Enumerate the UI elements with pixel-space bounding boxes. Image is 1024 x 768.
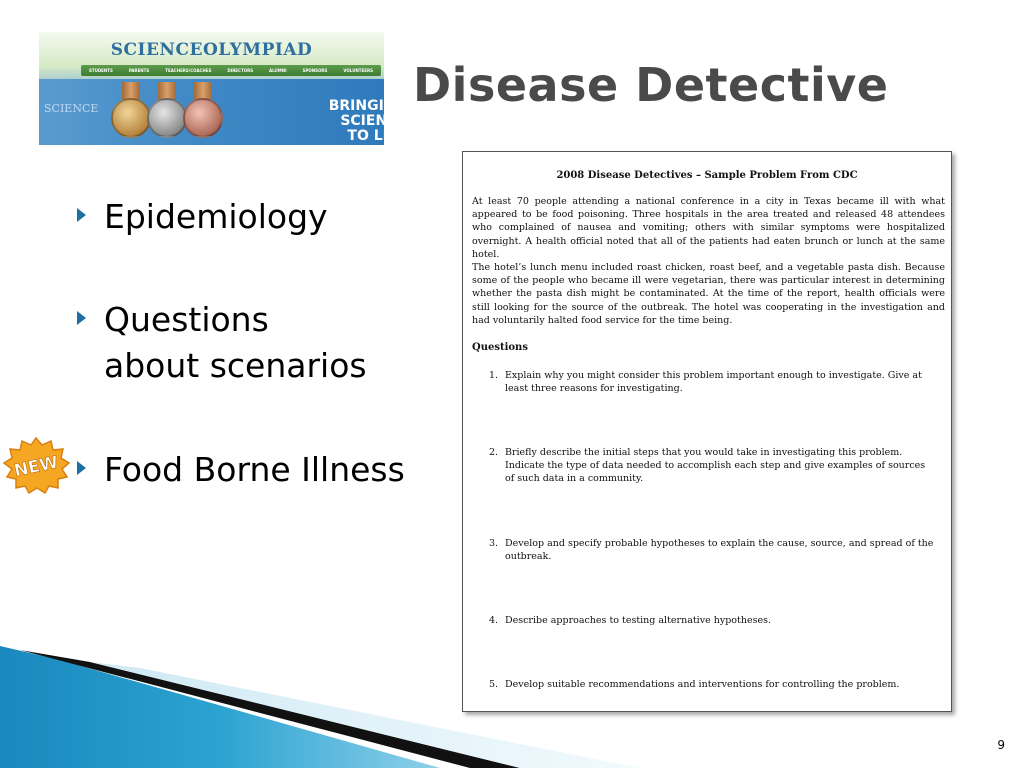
gold-medal-icon — [111, 82, 151, 140]
banner-science-watermark: SCIENCE — [44, 102, 99, 115]
science-olympiad-banner — [39, 32, 407, 145]
new-badge-icon — [1, 436, 71, 494]
banner-tagline: BRINGING SCIENCE TO LIFE — [328, 98, 407, 144]
document-paragraph: The hotel’s lunch menu included roast chicken, roast beef, and a vegetable pasta dish. Because some of the people who became ill were vegetarian, there was particular interest in determining whether the pasta dish might be contaminated. At the time of the report, health officials were still looking for the source of the outbreak. The hotel was cooperating in the investigation and had voluntarily halted food service for the time being. — [472, 262, 945, 326]
banner-nav-item: VOLUNTEERS — [343, 68, 373, 73]
sample-problem-document: 2008 Disease Detectives – Sample Problem From CDC At least 70 people attending a national conference in a city in Texas became ill with what appeared to be food poisoning. Three hospitals in the area treated and released 48 attendees who complained of nausea and vomiting; others with similar symptoms were hospitalized overnight. A health official noted that all of the patients had eaten brunch or lunch at the same hotel. The hotel’s lunch menu included roast chicken, roast beef, and a vegetable pasta dish. Because some of the people who became ill were vegetarian, there was particular interest in determining whether the pasta dish might be contaminated. At the time of the report, health officials were still looking for the source of the outbreak. The hotel was cooperating in the investigation and had voluntarily halted food service for the time being. Questions 1. Explain why you might consider this problem important enough to investigate. Give at least three reasons for investigating. 2. Briefly describe the initial steps that you would take in investigating this problem. Indicate the type of data needed to accomplish each step and give examples of sources of such data in a community. 3. Develop and specify probable hypotheses to explain the cause, source, and spread of the outbreak. 4. Describe approaches to testing alternative hypotheses. 5. Develop suitable recommendations and interventions for controlling the problem. — [462, 151, 952, 712]
bullet-text: Food Borne Illness — [104, 450, 405, 489]
questions-heading: Questions — [472, 342, 528, 353]
banner-nav-item: STUDENTS — [88, 68, 113, 73]
banner-nav-item: DIRECTORS — [227, 68, 254, 73]
document-paragraph: At least 70 people attending a national conference in a city in Texas became ill with what appeared to be food poisoning. Three hospitals in the area treated and released 48 attendees who complained of nausea and vomiting; others with similar symptoms were hospitalized overnight. A health official noted that all of the patients had eaten brunch or lunch at the same hotel. — [472, 196, 945, 260]
bronze-medal-icon — [183, 82, 223, 140]
new-badge-label: NEW — [12, 452, 61, 482]
banner-nav-item: SPONSORS — [302, 68, 328, 73]
bullet-text: Questions about scenarios — [104, 300, 367, 385]
science-olympiad-logo: SCIENCEOLYMPIAD — [110, 40, 313, 60]
banner-nav-bar — [81, 65, 381, 76]
slide-title: Disease Detective — [413, 58, 889, 112]
bullet-arrow-icon — [77, 208, 86, 222]
banner-nav-item: ALUMNI — [269, 68, 287, 73]
banner-nav-item: PARENTS — [128, 68, 150, 73]
decorative-swoosh — [0, 640, 640, 768]
bullet-arrow-icon — [77, 461, 86, 475]
bullet-arrow-icon — [77, 311, 86, 325]
silver-medal-icon — [147, 82, 187, 140]
bullet-text: Epidemiology — [104, 197, 328, 236]
banner-nav-item: TEACHERS/COACHES — [165, 68, 212, 73]
document-title: 2008 Disease Detectives – Sample Problem From CDC — [556, 170, 858, 181]
page-number: 9 — [997, 738, 1005, 752]
